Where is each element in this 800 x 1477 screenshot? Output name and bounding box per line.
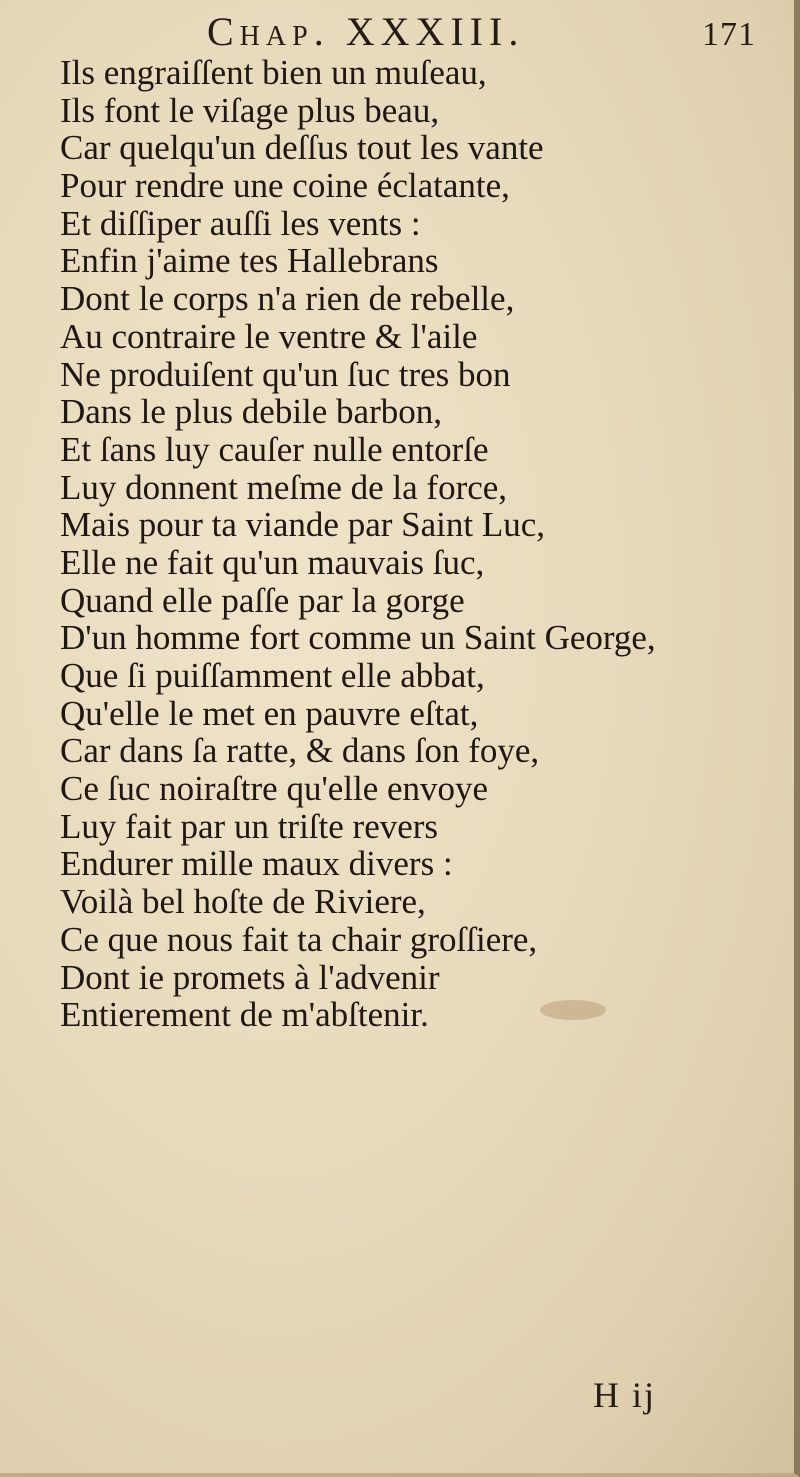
verse-line: Ce que nous fait ta chair groſſiere, [60, 919, 538, 959]
verse-line: Ce ſuc noiraſtre qu'elle envoye [60, 769, 489, 809]
verse-line: Ne produiſent qu'un ſuc tres bon [60, 354, 511, 394]
verse-line: Endurer mille maux divers : [60, 844, 453, 884]
verse-line: Quand elle paſſe par la gorge [60, 580, 465, 620]
running-title: Chap. XXXIII. [207, 9, 525, 54]
verse-line: Mais pour ta viande par Saint Luc, [60, 505, 546, 545]
verse-line: Ils engraiſſent bien un muſeau, [60, 53, 487, 92]
verse-line: Car dans ſa ratte, & dans ſon foye, [60, 731, 540, 771]
page-header [0, 8, 800, 56]
signature-mark: H ij [593, 1375, 657, 1415]
verse-line: Voilà bel hoſte de Riviere, [60, 882, 426, 922]
ink-stain [540, 1000, 606, 1020]
verse-line: Dont ie promets à l'advenir [60, 957, 440, 997]
verse-line: Car quelqu'un deſſus tout les vante [60, 128, 544, 168]
verse-line: Ils font le viſage plus beau, [60, 90, 440, 130]
verse-line: Entierement de m'abſtenir. [60, 995, 429, 1035]
verse-line: Luy donnent meſme de la force, [60, 467, 508, 507]
verse-line: Elle ne fait qu'un mauvais ſuc, [60, 542, 485, 582]
verse-line: Que ſi puiſſamment elle abbat, [60, 656, 485, 695]
verse-line: Qu'elle le met en pauvre eſtat, [60, 693, 479, 733]
verse-line: Au contraire le ventre & l'aile [60, 316, 478, 356]
verse-line: D'un homme fort comme un Saint George, [60, 618, 656, 658]
verse-line: Dont le corps n'a rien de rebelle, [60, 279, 515, 319]
verse-line: Dans le plus debile barbon, [60, 392, 442, 432]
verse-line: Pour rendre une coine éclatante, [60, 166, 510, 206]
verse-line: Luy fait par un triſte revers [60, 806, 439, 846]
page-number: 171 [702, 16, 756, 53]
verse-line: Enfin j'aime tes Hallebrans [60, 241, 439, 281]
verse-line: Et ſans luy cauſer nulle entorſe [60, 429, 489, 469]
verse-block [60, 54, 780, 1034]
verse-line: Et diſſiper auſſi les vents : [60, 203, 421, 243]
